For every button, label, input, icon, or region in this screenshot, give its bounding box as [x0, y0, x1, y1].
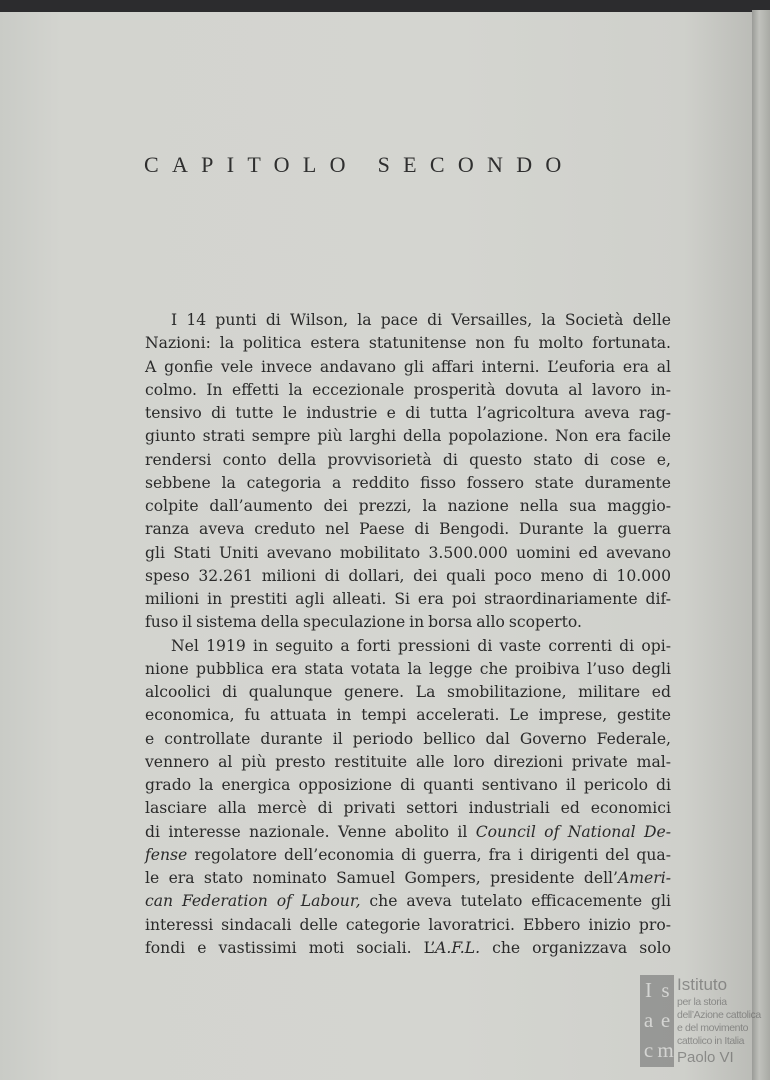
monogram-letter: a — [643, 1008, 654, 1032]
text-line — [145, 821, 671, 844]
monogram-letter: e — [660, 1008, 671, 1032]
italic-text: Council of National De- — [475, 822, 671, 841]
logo-subtitle-line: dell’Azione cattolica — [677, 1009, 761, 1021]
text-line — [145, 518, 671, 541]
text-segment: A gonfie vele invece andavano gli affari interni. L’euforia era al — [145, 357, 671, 376]
logo-suffix: Paolo VI — [677, 1049, 734, 1066]
text-line — [145, 332, 671, 355]
text-line — [145, 356, 671, 379]
text-segment: regolatore dell’economia di guerra, fra i dirigenti del qua- — [187, 845, 671, 864]
italic-text: fense — [145, 845, 188, 864]
text-line — [145, 495, 671, 518]
text-segment: gli Stati Uniti avevano mobilitato 3.500.000 uomini ed avevano — [145, 543, 671, 562]
text-segment: che organizzava solo — [480, 938, 671, 957]
text-segment: fuso il sistema della speculazione in borsa allo scoperto. — [145, 613, 582, 632]
text-segment: alcoolici di qualunque genere. La smobilitazione, militare ed — [145, 683, 671, 701]
text-line — [145, 704, 671, 727]
text-segment: colmo. In effetti la eccezionale prosperità dovuta al lavoro in- — [145, 380, 671, 399]
text-segment: e controllate durante il periodo bellico dal Governo Federale, — [145, 729, 671, 748]
monogram-letter: c — [643, 1038, 654, 1062]
text-segment: fondi e vastissimi moti sociali. L’ — [145, 938, 436, 957]
text-segment: sebbene la categoria a reddito fisso fossero state duramente — [145, 473, 671, 492]
monogram-letter: s — [661, 978, 670, 1002]
monogram-letter: m — [657, 1038, 674, 1062]
text-segment: milioni in prestiti agli alleati. Si era poi straordinariamente dif- — [145, 590, 671, 608]
text-segment: speso 32.261 milioni di dollari, dei quali poco meno di 10.000 — [145, 566, 671, 585]
text-line — [145, 565, 671, 588]
text-line — [145, 681, 671, 704]
italic-text: Ameri- — [618, 869, 671, 887]
text-segment: lasciare alla mercè di privati settori industriali ed economici — [145, 799, 671, 818]
text-segment: Nazioni: la politica estera statunitense non fu molto fortunata. — [145, 334, 671, 353]
italic-text: can Federation of Labour, — [145, 892, 361, 911]
logo-subtitle-line: per la storia — [677, 996, 727, 1008]
text-line — [145, 309, 671, 332]
text-segment: le era stato nominato Samuel Gompers, presidente dell’ — [145, 869, 618, 887]
text-line — [145, 588, 671, 611]
text-line — [145, 611, 671, 634]
text-segment: giunto strati sempre più larghi della popolazione. Non era facile — [145, 427, 671, 446]
body-text — [145, 309, 671, 960]
page-edge — [752, 10, 770, 1080]
italic-text: A.F.L. — [435, 938, 481, 957]
text-line — [145, 402, 671, 425]
text-segment: colpite dall’aumento dei prezzi, la nazione nella sua maggio- — [145, 497, 671, 515]
institute-watermark-logo — [640, 975, 768, 1070]
text-line — [145, 937, 671, 960]
logo-subtitle-line: e del movimento — [677, 1022, 749, 1034]
logo-monogram — [640, 975, 674, 1067]
text-line — [145, 844, 671, 867]
text-line — [145, 472, 671, 495]
text-segment: economica, fu attuata in tempi accelerati. Le imprese, gestite — [145, 706, 671, 725]
text-segment: grado la energica opposizione di quanti sentivano il pericolo di — [145, 776, 671, 794]
text-segment: interessi sindacali delle categorie lavoratrici. Ebbero inizio pro- — [145, 915, 671, 934]
text-line — [145, 751, 671, 774]
text-line — [145, 914, 671, 937]
logo-subtitle-line: cattolico in Italia — [677, 1035, 745, 1047]
text-line — [145, 728, 671, 751]
chapter-title: CAPITOLO SECONDO — [144, 152, 575, 177]
text-line — [145, 867, 671, 890]
logo-name: Istituto — [677, 975, 728, 994]
text-line — [145, 542, 671, 565]
text-segment: che aveva tutelato efficacemente gli — [360, 892, 671, 911]
text-segment: vennero al più presto restituite alle loro direzioni private mal- — [145, 752, 671, 771]
text-segment: nione pubblica era stata votata la legge che proibiva l’uso degli — [145, 659, 671, 678]
text-segment: I 14 punti di Wilson, la pace di Versailles, la Società delle — [171, 311, 671, 329]
text-segment: rendersi conto della provvisorietà di questo stato di cose e, — [145, 450, 671, 469]
text-line — [145, 890, 671, 913]
text-line — [145, 425, 671, 448]
text-line — [145, 658, 671, 681]
text-line — [145, 635, 671, 658]
text-segment: tensivo di tutte le industrie e di tutta l’agricoltura aveva rag- — [145, 404, 671, 422]
text-segment: Nel 1919 in seguito a forti pressioni di vaste correnti di opi- — [171, 636, 671, 655]
text-line — [145, 774, 671, 797]
text-line — [145, 797, 671, 820]
text-line — [145, 449, 671, 472]
text-segment: ranza aveva creduto nel Paese di Bengodi. Durante la guerra — [145, 520, 671, 539]
text-segment: di interesse nazionale. Venne abolito il — [145, 822, 476, 841]
monogram-letter: I — [645, 978, 652, 1002]
text-line — [145, 379, 671, 402]
